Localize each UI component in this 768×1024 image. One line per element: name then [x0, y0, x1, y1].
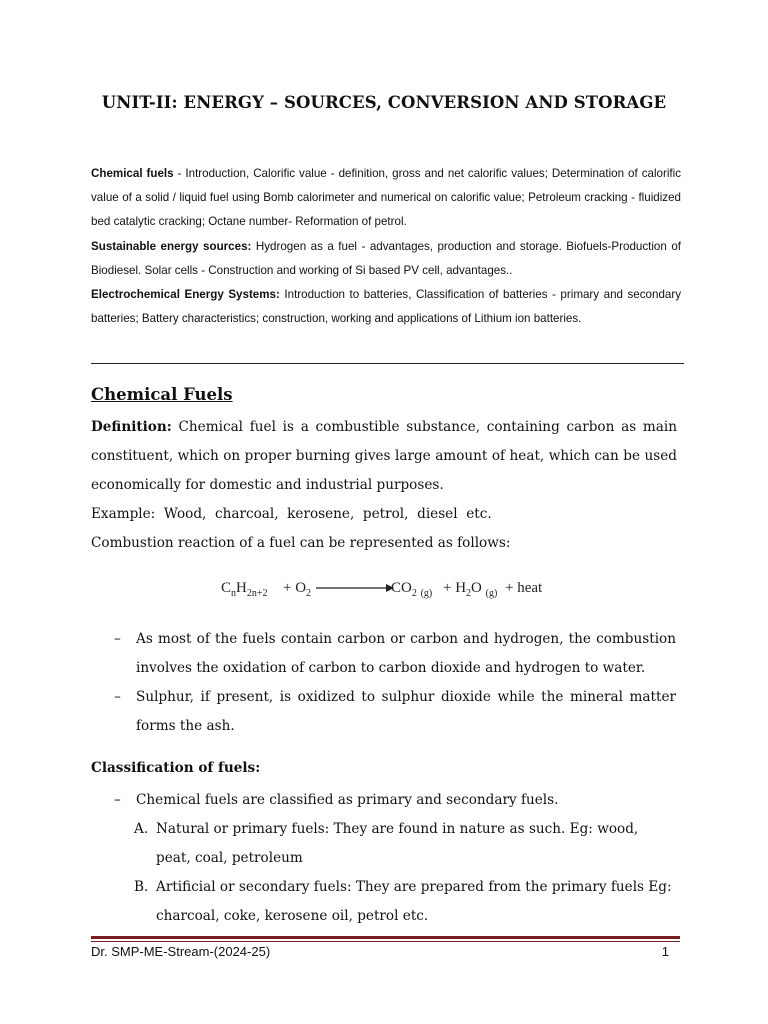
page-number: 1: [661, 944, 669, 959]
unit-title: UNIT-II: ENERGY – SOURCES, CONVERSION AND STORAGE: [101, 93, 667, 112]
syllabus-heading: Chemical fuels: [91, 167, 174, 180]
list-item: [114, 683, 676, 741]
definition-block: [91, 413, 677, 558]
section-heading: Chemical Fuels: [91, 385, 233, 404]
classification-intro: Chemical fuels are classified as primary and secondary fuels.: [136, 792, 559, 808]
list-item: [134, 873, 676, 931]
equation-heat: + heat: [505, 580, 543, 596]
syllabus-heading: Sustainable energy sources:: [91, 239, 252, 253]
footer-author: Dr. SMP-ME-Stream-(2024-25): [91, 944, 271, 959]
list-item: [114, 625, 676, 683]
combustion-equation: [221, 574, 551, 608]
definition-paragraph: [91, 413, 677, 500]
list-item: [114, 786, 676, 815]
syllabus-paragraph: [91, 235, 681, 283]
equation-reactant-fuel: $C_nH_{2n+2}$: [221, 580, 268, 599]
point-text: Sulphur, if present, is oxidized to sulphur dioxide while the mineral matter forms the ash.: [136, 689, 676, 734]
section-divider: [91, 363, 684, 364]
syllabus-heading: Electrochemical Energy Systems:: [91, 288, 280, 302]
combustion-intro: Combustion reaction of a fuel can be represented as follows:: [91, 535, 511, 551]
classification-items: [134, 815, 676, 931]
reaction-arrow-icon: [316, 581, 394, 595]
list-item: [134, 815, 676, 873]
footer-divider: [91, 941, 680, 942]
combustion-points: [114, 625, 676, 741]
footer-divider: [91, 936, 680, 939]
equation-product-co2: $CO_2$ $_{(g)}$: [391, 580, 433, 599]
classification-intro-list: [114, 786, 676, 815]
dash-marker: –: [114, 792, 121, 808]
syllabus-block: [91, 162, 681, 331]
syllabus-text: Introduction to batteries, Classification of batteries - primary and secondary batteries; Battery characteristics; construction, working and applications of Lithium ion batteries.: [91, 288, 681, 326]
equation-reactant-oxygen: + $O_2$: [283, 580, 312, 599]
item-text: Artificial or secondary fuels: They are prepared from the primary fuels Eg: charcoal, coke, kerosene oil, petrol etc.: [156, 879, 672, 924]
example-line: Example: Wood, charcoal, kerosene, petrol, diesel etc.: [91, 506, 492, 522]
definition-text: Chemical fuel is a combustible substance, containing carbon as main constituent, which on proper burning gives large amount of heat, which can be used economically for domestic and industrial purposes.: [91, 419, 677, 493]
syllabus-paragraph: [91, 283, 681, 331]
point-text: As most of the fuels contain carbon or carbon and hydrogen, the combustion involves the oxidation of carbon to carbon dioxide and hydrogen to water.: [136, 631, 676, 676]
item-marker: B.: [134, 879, 149, 895]
syllabus-paragraph: [91, 162, 681, 235]
item-marker: A.: [134, 821, 149, 837]
equation-product-water: + $H_2O$ $_{(g)}$: [443, 580, 498, 599]
dash-marker: –: [114, 689, 121, 705]
syllabus-text: Hydrogen as a fuel - advantages, production and storage. Biofuels-Production of Biodiesel. Solar cells - Construction and working of Si based PV cell, advantages..: [91, 239, 681, 277]
definition-label: Definition:: [91, 419, 172, 435]
syllabus-text: - Introduction, Calorific value - definition, gross and net calorific values; Determination of calorific value of a solid / liquid fuel using Bomb calorimeter and numerical on calorific value; Petroleum cracking - fluidized bed catalytic cracking; Octane number- Reformation of petrol.: [91, 167, 681, 229]
classification-heading: Classification of fuels:: [91, 760, 261, 776]
item-text: Natural or primary fuels: They are found in nature as such. Eg: wood, peat, coal, petroleum: [156, 821, 639, 866]
dash-marker: –: [114, 631, 121, 647]
